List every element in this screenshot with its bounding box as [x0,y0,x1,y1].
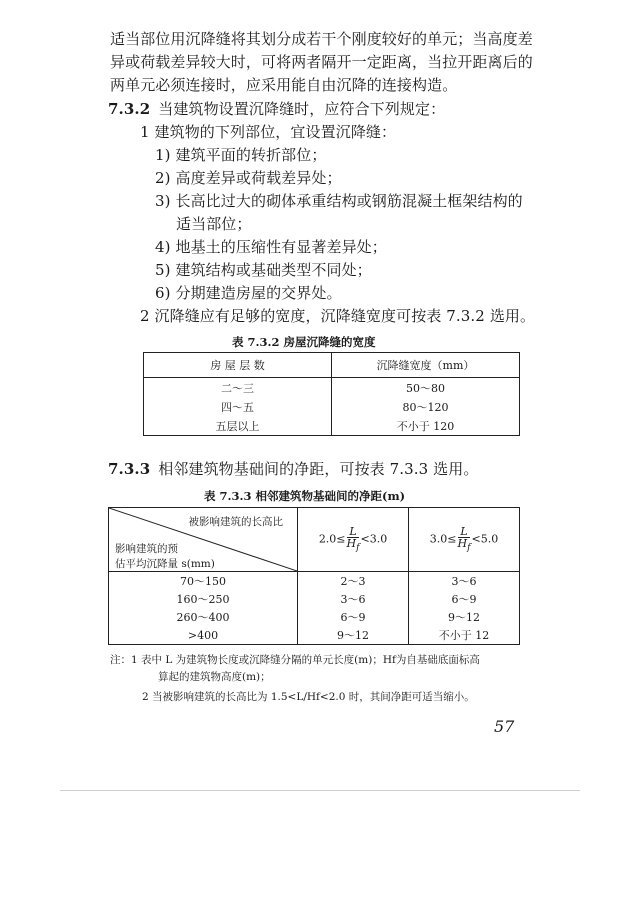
fraction-denominator [347,538,360,553]
subitem-1: 1) 建筑平面的转折部位； [155,146,327,164]
clause-7-3-2 [108,99,445,119]
corner-bottom-label-2: 估平均沉降量 s(mm) [115,558,215,570]
fraction-numerator: L [349,524,357,538]
clause-7-3-3 [108,459,478,479]
fraction-den-symbol: H [346,536,357,550]
note-2: 2 当被影响建筑的长高比为 1.5<L/Hf<2.0 时，其间净距可适当缩小。 [142,691,475,703]
clause-text: 相邻建筑物基础间的净距，可按表 7.3.3 选用。 [158,460,479,478]
table-cell: 四～五 [144,397,332,416]
table-cell: 260～400 [109,608,298,626]
table-cell: >400 [109,626,298,645]
clause-number: 7.3.2 [108,100,151,118]
fraction-denominator [458,538,471,553]
subitem-2: 2) 高度差异或荷载差异处； [155,169,342,187]
table-header: 房 屋 层 数 [144,353,332,378]
table-cell: 3～6 [409,572,520,591]
ratio-lower: 3.0≤ [429,532,457,546]
table-header [409,508,520,572]
fraction-den-subscript: f [467,542,471,554]
page-number: 57 [494,717,515,736]
scan-artifact-line [60,790,580,791]
table-cell: 二～三 [144,378,332,398]
table-cell: 9～12 [409,608,520,626]
clause-item-1: 1 建筑物的下列部位，宜设置沉降缝： [140,123,397,141]
corner-bottom-label-1: 影响建筑的预 [115,543,178,555]
table-cell: 2～3 [298,572,409,591]
table-header [298,508,409,572]
table-cell: 50～80 [332,378,520,398]
note-1: 注：1 表中 L 为建筑物长度或沉降缝分隔的单元长度(m)；Hf为自基础底面标高 [110,654,480,666]
table-header: 沉降缝宽度（mm） [332,353,520,378]
clause-item-2: 2 沉降缝应有足够的宽度，沉降缝宽度可按表 7.3.2 选用。 [140,307,536,325]
table-7-3-3-caption: 表 7.3.3 相邻建筑物基础间的净距(m) [204,489,406,503]
subitem-3-cont: 适当部位； [176,215,252,233]
table-cell: 160～250 [109,590,298,608]
ratio-lower: 2.0≤ [318,532,346,546]
ratio-upper: <5.0 [471,532,499,546]
table-cell: 不小于 120 [332,416,520,436]
table-cell: 五层以上 [144,416,332,436]
intro-line-1: 适当部位用沉降缝将其划分成若干个刚度较好的单元；当高度差 [110,30,533,48]
table-cell: 不小于 12 [409,626,520,645]
table-cell: 80～120 [332,397,520,416]
table-cell: 70～150 [109,572,298,591]
corner-top-label: 被影响建筑的长高比 [188,516,284,528]
clause-number: 7.3.3 [108,460,151,478]
intro-line-2: 异或荷载差异较大时，可将两者隔开一定距离，当拉开距离后的 [110,53,533,71]
intro-line-3: 两单元必须连接时，应采用能自由沉降的连接构造。 [110,76,458,94]
subitem-5: 5) 建筑结构或基础类型不同处； [155,261,372,279]
subitem-6: 6) 分期建造房屋的交界处。 [155,284,342,302]
fraction-numerator: L [460,524,468,538]
fraction-den-subscript: f [356,542,360,554]
ratio-fraction [458,526,471,553]
table-7-3-2 [143,352,520,436]
ratio-upper: <3.0 [360,532,388,546]
note-1-cont: 算起的建筑物高度(m)； [158,671,271,683]
table-7-3-3 [108,507,520,645]
table-cell: 3～6 [298,590,409,608]
table-cell: 9～12 [298,626,409,645]
subitem-4: 4) 地基土的压缩性有显著差异处； [155,238,387,256]
ratio-fraction [347,526,360,553]
clause-text: 当建筑物设置沉降缝时，应符合下列规定： [158,100,446,118]
diagonal-header-cell [109,508,298,572]
subitem-3: 3) 长高比过大的砌体承重结构或钢筋混凝土框架结构的 [155,192,523,210]
table-cell: 6～9 [298,608,409,626]
table-cell: 6～9 [409,590,520,608]
table-7-3-2-caption: 表 7.3.2 房屋沉降缝的宽度 [232,335,376,349]
fraction-den-symbol: H [457,536,468,550]
